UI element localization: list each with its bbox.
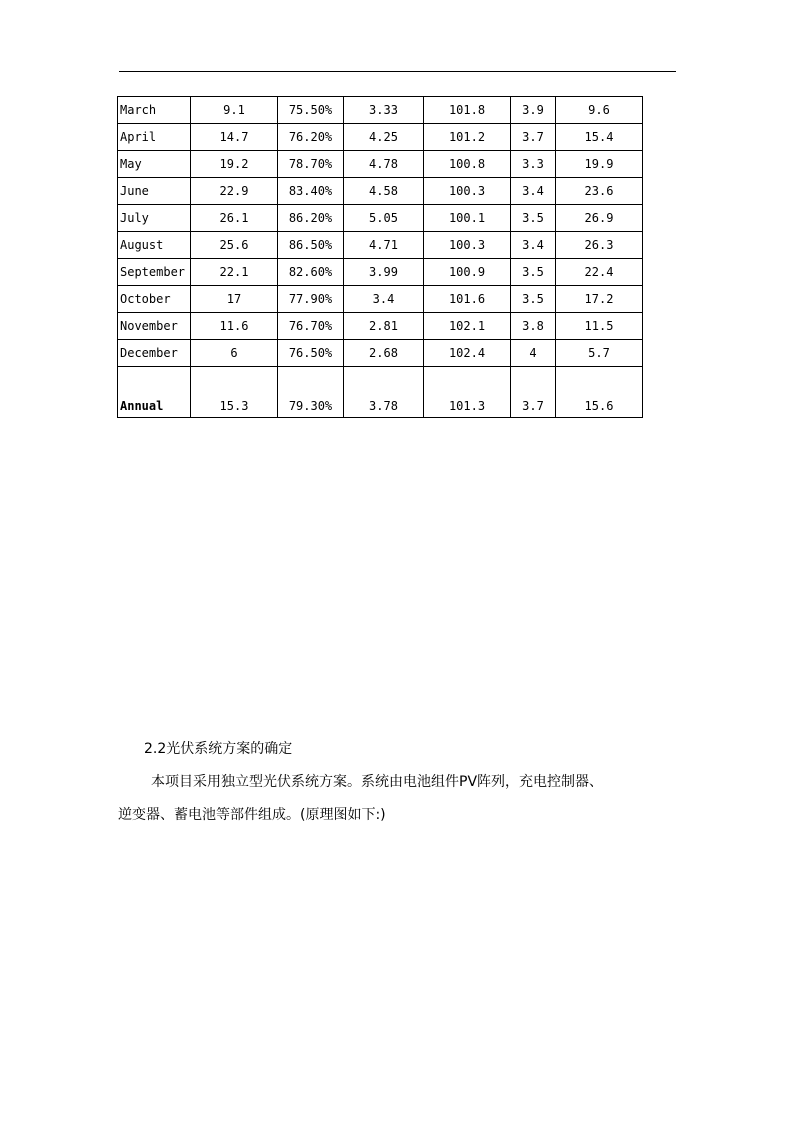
- value-cell: 102.4: [424, 340, 511, 367]
- value-cell: 26.1: [191, 205, 278, 232]
- value-cell: 6: [191, 340, 278, 367]
- value-cell: 22.9: [191, 178, 278, 205]
- climate-data-table: [117, 96, 643, 418]
- value-cell: 5.05: [344, 205, 424, 232]
- month-cell: April: [118, 124, 191, 151]
- table-row: [118, 124, 643, 151]
- value-cell: 4.58: [344, 178, 424, 205]
- value-cell: 100.9: [424, 259, 511, 286]
- value-cell: 3.9: [511, 97, 556, 124]
- value-cell: 19.2: [191, 151, 278, 178]
- value-cell: 3.5: [511, 259, 556, 286]
- value-cell: 78.70%: [278, 151, 344, 178]
- table-row: [118, 205, 643, 232]
- value-cell: 100.3: [424, 232, 511, 259]
- value-cell: 3.5: [511, 286, 556, 313]
- header-rule: [119, 71, 676, 72]
- paragraph-line-2: 逆变器、蓄电池等部件组成。(原理图如下:): [118, 807, 386, 823]
- value-cell: 3.4: [344, 286, 424, 313]
- value-cell: 5.7: [556, 340, 643, 367]
- month-cell: Annual: [118, 367, 191, 418]
- section-heading: 2.2光伏系统方案的确定: [144, 741, 293, 757]
- value-cell: 11.5: [556, 313, 643, 340]
- value-cell: 76.20%: [278, 124, 344, 151]
- value-cell: 82.60%: [278, 259, 344, 286]
- value-cell: 3.8: [511, 313, 556, 340]
- table-row: [118, 313, 643, 340]
- value-cell: 3.99: [344, 259, 424, 286]
- value-cell: 83.40%: [278, 178, 344, 205]
- value-cell: 101.2: [424, 124, 511, 151]
- value-cell: 76.70%: [278, 313, 344, 340]
- month-cell: May: [118, 151, 191, 178]
- value-cell: 22.4: [556, 259, 643, 286]
- value-cell: 3.4: [511, 178, 556, 205]
- value-cell: 3.7: [511, 124, 556, 151]
- table-row: [118, 151, 643, 178]
- value-cell: 9.1: [191, 97, 278, 124]
- value-cell: 9.6: [556, 97, 643, 124]
- value-cell: 19.9: [556, 151, 643, 178]
- value-cell: 15.4: [556, 124, 643, 151]
- value-cell: 3.4: [511, 232, 556, 259]
- value-cell: 3.7: [511, 367, 556, 418]
- paragraph-line-1: 本项目采用独立型光伏系统方案。系统由电池组件PV阵列，充电控制器、: [151, 774, 604, 790]
- value-cell: 3.5: [511, 205, 556, 232]
- value-cell: 101.8: [424, 97, 511, 124]
- value-cell: 15.3: [191, 367, 278, 418]
- value-cell: 17: [191, 286, 278, 313]
- table-row: [118, 259, 643, 286]
- month-cell: December: [118, 340, 191, 367]
- annual-row: [118, 367, 643, 418]
- value-cell: 101.6: [424, 286, 511, 313]
- value-cell: 79.30%: [278, 367, 344, 418]
- table-row: [118, 286, 643, 313]
- value-cell: 4: [511, 340, 556, 367]
- value-cell: 26.9: [556, 205, 643, 232]
- section-paragraph: [118, 766, 678, 832]
- table-row: [118, 340, 643, 367]
- month-cell: July: [118, 205, 191, 232]
- value-cell: 101.3: [424, 367, 511, 418]
- table-row: [118, 97, 643, 124]
- value-cell: 23.6: [556, 178, 643, 205]
- value-cell: 2.81: [344, 313, 424, 340]
- value-cell: 75.50%: [278, 97, 344, 124]
- table-row: [118, 232, 643, 259]
- value-cell: 3.78: [344, 367, 424, 418]
- value-cell: 26.3: [556, 232, 643, 259]
- value-cell: 3.3: [511, 151, 556, 178]
- value-cell: 14.7: [191, 124, 278, 151]
- month-cell: September: [118, 259, 191, 286]
- month-cell: November: [118, 313, 191, 340]
- value-cell: 17.2: [556, 286, 643, 313]
- month-cell: August: [118, 232, 191, 259]
- table-row: [118, 178, 643, 205]
- value-cell: 4.78: [344, 151, 424, 178]
- value-cell: 2.68: [344, 340, 424, 367]
- month-cell: March: [118, 97, 191, 124]
- value-cell: 100.3: [424, 178, 511, 205]
- value-cell: 100.8: [424, 151, 511, 178]
- value-cell: 25.6: [191, 232, 278, 259]
- month-cell: October: [118, 286, 191, 313]
- value-cell: 3.33: [344, 97, 424, 124]
- value-cell: 4.25: [344, 124, 424, 151]
- value-cell: 11.6: [191, 313, 278, 340]
- value-cell: 86.20%: [278, 205, 344, 232]
- value-cell: 15.6: [556, 367, 643, 418]
- value-cell: 76.50%: [278, 340, 344, 367]
- value-cell: 77.90%: [278, 286, 344, 313]
- value-cell: 100.1: [424, 205, 511, 232]
- value-cell: 86.50%: [278, 232, 344, 259]
- value-cell: 4.71: [344, 232, 424, 259]
- value-cell: 102.1: [424, 313, 511, 340]
- value-cell: 22.1: [191, 259, 278, 286]
- month-cell: June: [118, 178, 191, 205]
